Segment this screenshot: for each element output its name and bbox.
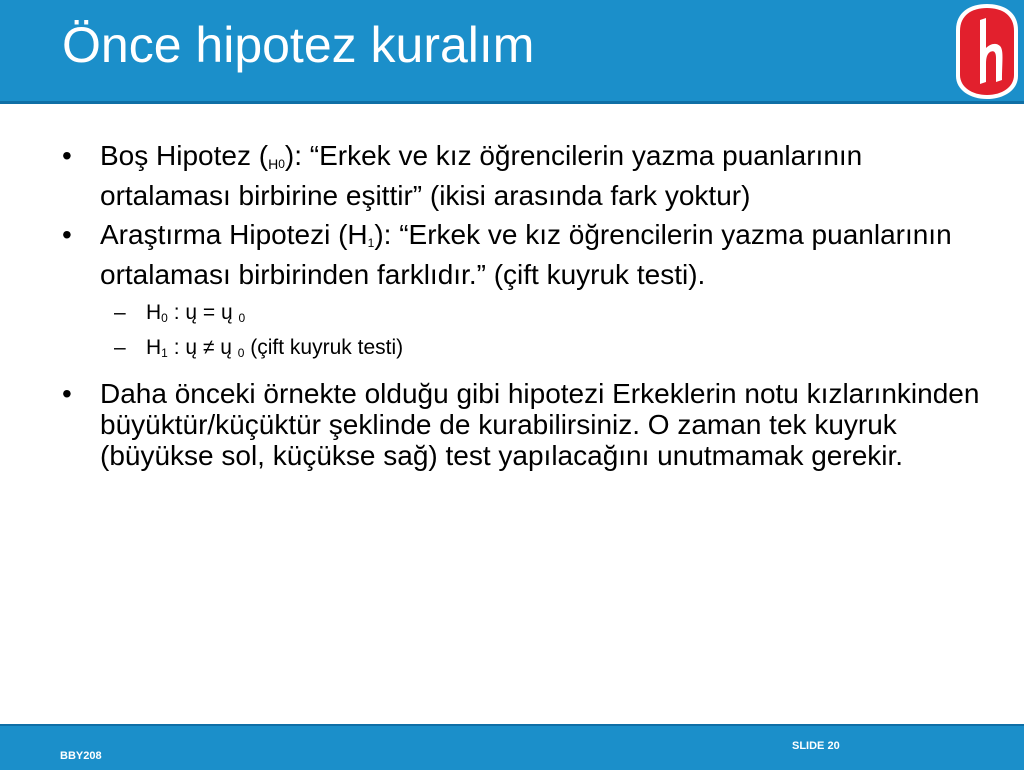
bullet-null-hypothesis [62, 140, 982, 211]
bullet-text-rest: ): “Erkek ve kız öğrencilerin yazma puanlarının ortalaması birbirinden farklıdır.” (çift kuyruk testi). [100, 219, 952, 290]
formula-rest: (çift kuyruk testi) [244, 336, 404, 359]
formula-subscript: 1 [161, 346, 168, 360]
h0-subscript: 0 [278, 157, 285, 171]
formula-symbol: H [146, 336, 162, 359]
formula-subscript-2: 0 [238, 311, 246, 325]
title-underline [0, 101, 1024, 104]
h0-symbol: H [268, 156, 279, 172]
slide-title: Önce hipotez kuralım [62, 17, 535, 73]
bullet-research-hypothesis [62, 219, 982, 290]
formula-subscript: 0 [161, 311, 168, 325]
h1-subscript: 1 [367, 236, 375, 250]
bullet-marker: • [62, 378, 72, 409]
slide-number: SLIDE 20 [792, 740, 840, 752]
formula-subscript-2: 0 [237, 346, 245, 360]
bullet-text-prefix: Araştırma Hipotezi (H [100, 219, 368, 250]
slide-body [62, 140, 982, 479]
sub-bullet-marker: – [114, 301, 126, 324]
bullet-marker: • [62, 140, 72, 171]
bullet-text-prefix: Boş Hipotez ( [100, 140, 269, 171]
course-code: BBY208 [60, 750, 102, 762]
formula-h0 [62, 298, 982, 333]
bullet-one-tailed-note [62, 378, 982, 471]
formula-mid: : ų ≠ ų [167, 336, 238, 359]
sub-bullet-marker: – [114, 336, 126, 359]
formula-mid: : ų = ų [167, 301, 239, 324]
bullet-marker: • [62, 219, 72, 250]
footer-bar [0, 724, 1024, 770]
hacettepe-h-logo-icon [952, 2, 1022, 102]
bullet-text: Daha önceki örnekte olduğu gibi hipotezi Erkeklerin notu kızlarınkinden büyüktür/küçüktür şeklinde de kurabilirsiniz. O zaman tek kuyruk (büyükse sol, küçükse sağ) test yapılacağını unutmamak gerekir. [100, 378, 980, 471]
title-bar [0, 0, 1024, 101]
formula-h1 [62, 333, 982, 368]
bullet-text-rest: ): “Erkek ve kız öğrencilerin yazma puanlarının ortalaması birbirine eşittir” (ikisi arasında fark yoktur) [100, 140, 863, 211]
formula-symbol: H [146, 301, 162, 324]
hypothesis-formulas [62, 298, 982, 368]
